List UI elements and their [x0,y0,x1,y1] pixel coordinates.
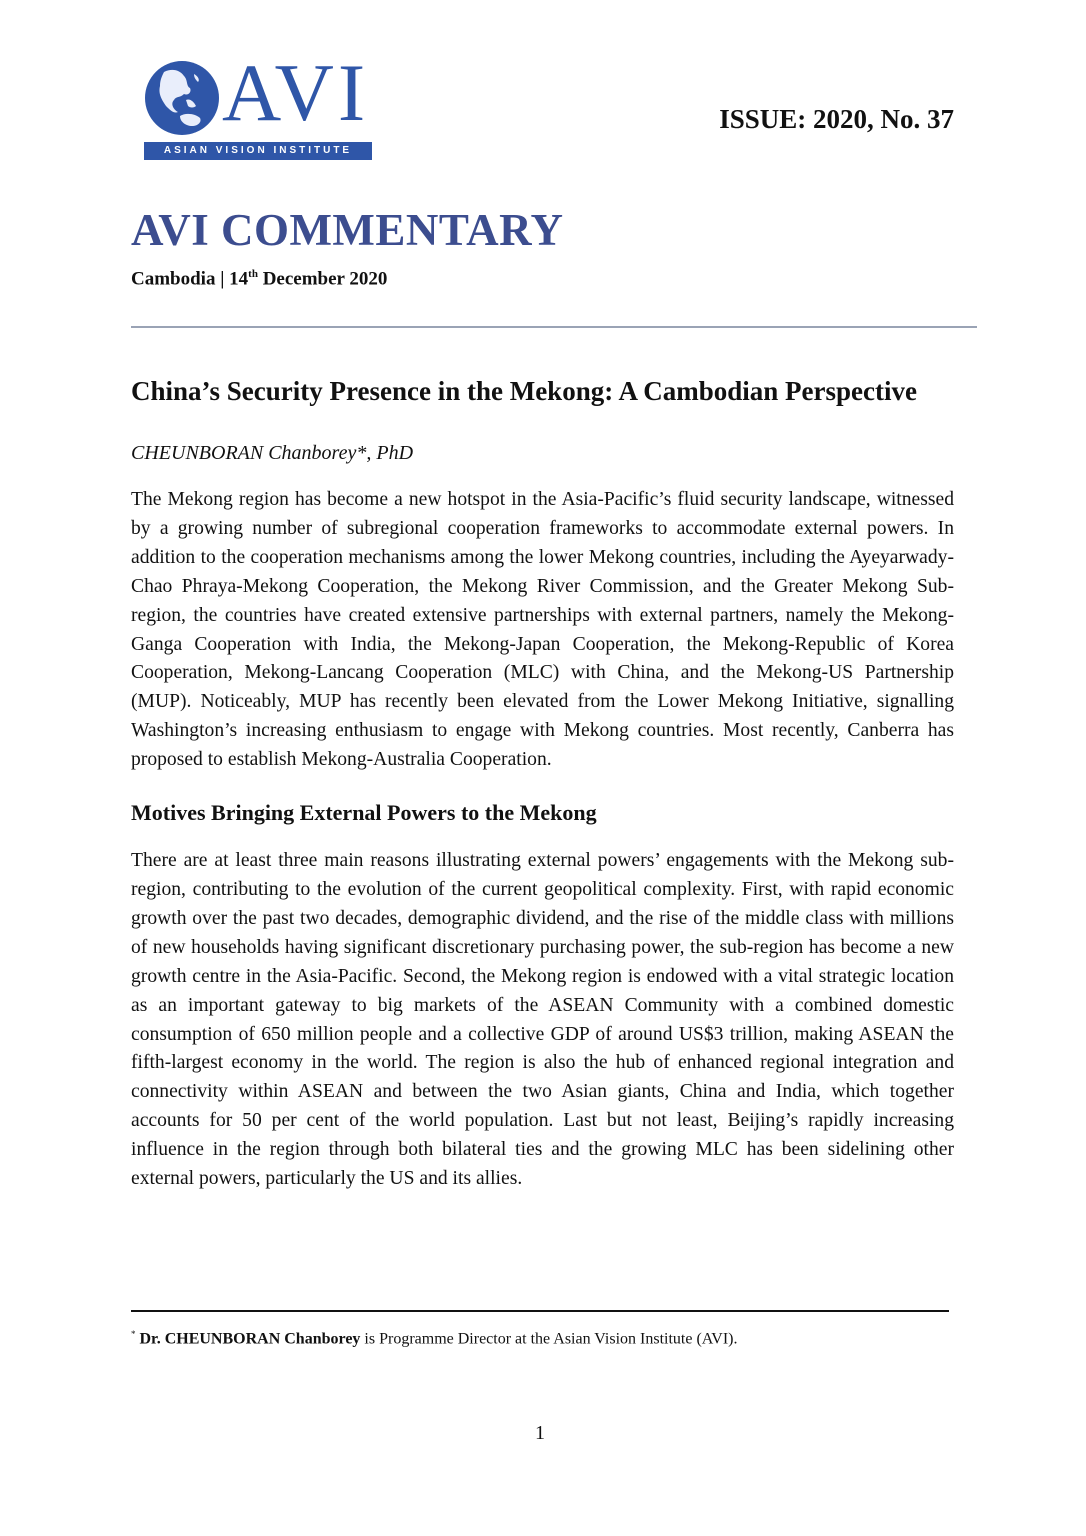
section-heading: Motives Bringing External Powers to the Mekong [131,800,597,826]
header-divider [131,326,977,328]
section-paragraph: There are at least three main reasons illustrating external powers’ engagements with the Mekong sub-region, contributing to the evolution of the current geopolitical complexity. First, with rapid economic growth over the past two decades, demographic dividend, and the rise of the middle class with millions of new households having significant discretionary purchasing power, the sub-region has become a new growth centre in the Asia-Pacific. Second, the Mekong region is endowed with a vital strategic location as an important gateway to big markets of the ASEAN Community with a combined domestic consumption of 650 million people and a collective GDP of around US$3 trillion, making ASEAN the fifth-largest economy in the world. The region is also the hub of enhanced regional integration and connectivity within ASEAN and between the two Asian giants, China and India, which together accounts for 50 per cent of the world population. Last but not least, Beijing’s rapidly increasing influence in the region through both bilateral ties and the growing MLC has been sidelining other external powers, particularly the US and its allies. [131,850,954,1190]
article-body [131,370,954,1194]
footnote-text: is Programme Director at the Asian Vision Institute (AVI). [360,1330,738,1348]
logo-band-text: ASIAN VISION INSTITUTE [144,142,372,160]
globe-icon [144,60,220,136]
page-number: 1 [535,1422,545,1444]
article-title: China’s Security Presence in the Mekong: A Cambodian Perspective [131,376,917,406]
publication-title: AVI COMMENTARY [131,205,564,255]
logo-letters: AVI [222,47,370,138]
dateline-day: 14 [229,268,249,290]
dateline [131,268,387,290]
intro-paragraph: The Mekong region has become a new hotspot in the Asia-Pacific’s fluid security landscape, witnessed by a growing number of subregional cooperation frameworks to accommodate external powers. In addition to the cooperation mechanisms among the lower Mekong countries, including the Ayeyarwady-Chao Phraya-Mekong Cooperation, the Mekong River Commission, and the Greater Mekong Sub-region, the countries have created extensive partnerships with external partners, namely the Mekong-Ganga Cooperation with India, the Mekong-Japan Cooperation, the Mekong-Republic of Korea Cooperation, Mekong-Lancang Cooperation (MLC) with China, and the Mekong-US Partnership (MUP). Noticeably, MUP has recently been elevated from the Lower Mekong Initiative, signalling Washington’s increasing enthusiasm to engage with Mekong countries. Most recently, Canberra has proposed to establish Mekong-Australia Cooperation. [131,489,954,771]
dateline-location: Cambodia | [131,268,230,290]
footnote-marker: * [131,1329,136,1339]
footnote [131,1322,737,1351]
dateline-day-suffix: th [248,268,258,280]
footnote-author-name: Dr. CHEUNBORAN Chanborey [139,1330,361,1348]
article-author: CHEUNBORAN Chanborey*, PhD [131,442,414,464]
footnote-divider [131,1310,949,1312]
dateline-month-year: December 2020 [257,268,388,290]
issue-number: ISSUE: 2020, No. 37 [719,104,954,134]
avi-logo [144,47,372,162]
